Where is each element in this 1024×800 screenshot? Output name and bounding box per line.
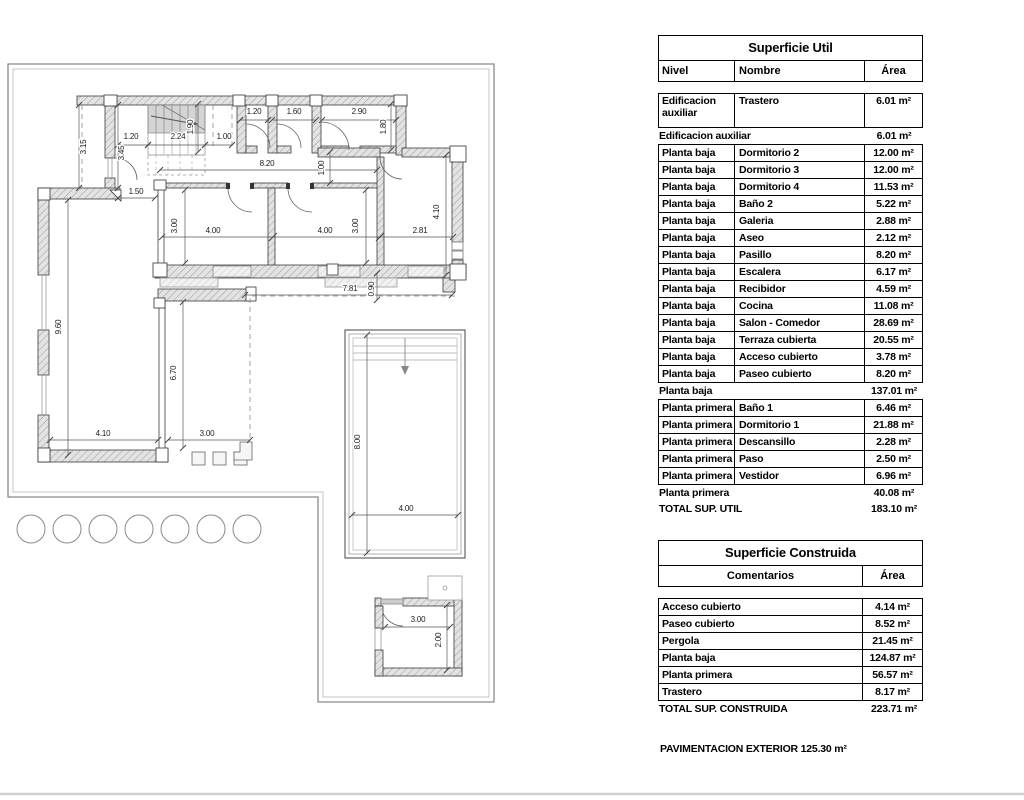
subtotal-label: Planta baja	[659, 385, 713, 397]
table-row	[659, 297, 922, 314]
pavimentacion-note: PAVIMENTACION EXTERIOR 125.30 m²	[660, 743, 847, 755]
table-row	[659, 161, 922, 178]
subtotal-label: Planta primera	[659, 487, 730, 499]
dimension-label: 8.00	[353, 434, 362, 450]
cell-nombre: Dormitorio 4	[734, 179, 864, 195]
construida-table-title: Superficie Construida	[659, 541, 922, 566]
dimension-label: 2.24	[170, 132, 186, 141]
cell-nivel: Planta baja	[662, 164, 716, 176]
table-block	[658, 144, 923, 383]
cell-area: 124.87 m²	[862, 650, 922, 666]
table-row	[659, 212, 922, 229]
dimension-label: 2.00	[434, 632, 443, 648]
superficie-construida-table	[658, 540, 923, 755]
cell-nombre: Escalera	[734, 264, 864, 280]
cell-comentario: Planta baja	[662, 652, 716, 664]
table-row	[659, 365, 922, 382]
cell-nombre: Baño 2	[734, 196, 864, 212]
dimension-label: 7.81	[342, 284, 358, 293]
subtotal-value: 6.01 m²	[876, 130, 912, 142]
cell-nombre: Trastero	[734, 94, 864, 127]
construida-total-value: 223.71 m²	[870, 703, 918, 715]
table-row	[659, 280, 922, 297]
subtotal-value: 40.08 m²	[873, 487, 915, 499]
dimension-label: 1.20	[246, 107, 262, 116]
garden-pavers	[192, 442, 252, 465]
cell-area: 11.53 m²	[864, 179, 922, 195]
cell-comentario: Trastero	[662, 686, 702, 698]
cell-nombre: Dormitorio 3	[734, 162, 864, 178]
dimension-label: 4.00	[205, 226, 221, 235]
cell-nombre: Pasillo	[734, 247, 864, 263]
table-row	[659, 400, 922, 416]
cell-nombre: Dormitorio 2	[734, 145, 864, 161]
dimension-label: 4.10	[432, 204, 441, 220]
cell-nombre: Aseo	[734, 230, 864, 246]
dimension-label: 1.20	[123, 132, 139, 141]
thin-walls	[158, 188, 165, 450]
cell-nivel: Planta primera	[662, 470, 733, 482]
cell-nivel: Planta baja	[662, 232, 716, 244]
table-row	[659, 649, 922, 666]
cell-nivel: Planta baja	[662, 283, 716, 295]
dimension-label: 2.90	[351, 107, 367, 116]
util-total-label: TOTAL SUP. UTIL	[659, 503, 743, 515]
table-row	[659, 178, 922, 195]
dimension-label: 3.00	[410, 615, 426, 624]
cell-area: 6.17 m²	[864, 264, 922, 280]
table-row	[659, 683, 922, 700]
cell-area: 12.00 m²	[864, 145, 922, 161]
equipment-box	[428, 576, 462, 600]
cell-nivel: Planta baja	[662, 368, 716, 380]
cell-nombre: Galeria	[734, 213, 864, 229]
table-row	[659, 195, 922, 212]
cell-nivel: Planta baja	[662, 351, 716, 363]
dimension-label: 3.00	[351, 218, 360, 234]
dimension-label: 4.00	[317, 226, 333, 235]
col-header-area-2: Área	[862, 566, 922, 586]
cell-area: 2.12 m²	[864, 230, 922, 246]
col-header-nombre: Nombre	[734, 61, 864, 81]
swimming-pool	[345, 330, 465, 558]
dimension-label: 2.81	[412, 226, 428, 235]
cell-nombre: Terraza cubierta	[734, 332, 864, 348]
cell-area: 21.88 m²	[864, 417, 922, 433]
cell-nivel: Planta baja	[662, 181, 716, 193]
util-table-body	[658, 93, 923, 501]
dimension-label: 6.70	[169, 365, 178, 381]
util-table-title: Superficie Util	[659, 36, 922, 61]
cell-nombre: Cocina	[734, 298, 864, 314]
cell-area: 6.46 m²	[864, 400, 922, 416]
cell-nombre: Paso	[734, 451, 864, 467]
dimension-label: 3.15	[79, 139, 88, 155]
util-table-head	[658, 35, 923, 82]
cell-nombre: Vestidor	[734, 468, 864, 484]
construida-table-head	[658, 540, 923, 587]
subtotal-value: 137.01 m²	[870, 385, 918, 397]
table-row	[659, 145, 922, 161]
dimension-label: 4.10	[95, 429, 111, 438]
dimension-label: 4.00	[398, 504, 414, 513]
cell-nivel: Planta baja	[662, 300, 716, 312]
table-row	[659, 666, 922, 683]
cell-area: 21.45 m²	[862, 633, 922, 649]
table-row	[659, 433, 922, 450]
cell-comentario: Acceso cubierto	[662, 601, 741, 613]
table-row	[659, 263, 922, 280]
util-total-row	[658, 501, 923, 517]
cell-area: 2.88 m²	[864, 213, 922, 229]
cell-nivel: Edificacion auxiliar	[662, 95, 716, 119]
cell-area: 6.96 m²	[864, 468, 922, 484]
dimension-label: 8.20	[259, 159, 275, 168]
cell-area: 8.52 m²	[862, 616, 922, 632]
dimension-label: 9.60	[54, 319, 63, 335]
table-block	[658, 399, 923, 485]
col-header-area: Área	[864, 61, 922, 81]
dimension-label: 0.90	[367, 281, 376, 297]
cell-nivel: Planta baja	[662, 147, 716, 159]
construida-table-header-row	[659, 566, 922, 586]
trastero-door-leaf	[381, 599, 403, 604]
cell-nivel: Planta baja	[662, 215, 716, 227]
table-row	[659, 467, 922, 484]
dimension-label: 1.50	[128, 187, 144, 196]
table-row	[659, 229, 922, 246]
table-row	[659, 314, 922, 331]
cell-area: 20.55 m²	[864, 332, 922, 348]
dimension-label: 1.80	[379, 119, 388, 135]
cell-comentario: Pergola	[662, 635, 700, 647]
construida-table-body	[658, 598, 923, 701]
dimension-label: 3.00	[170, 218, 179, 234]
cell-nombre: Baño 1	[734, 400, 864, 416]
cell-comentario: Planta primera	[662, 669, 733, 681]
shutter-boxes	[452, 242, 463, 259]
col-header-nivel: Nivel	[662, 65, 689, 77]
construida-total-row	[658, 701, 923, 717]
cell-area: 4.14 m²	[862, 599, 922, 615]
table-row	[659, 348, 922, 365]
cell-nombre: Paseo cubierto	[734, 366, 864, 382]
cell-area: 6.01 m²	[864, 94, 922, 127]
cell-area: 2.28 m²	[864, 434, 922, 450]
cell-area: 2.50 m²	[864, 451, 922, 467]
util-table-header-row	[659, 61, 922, 81]
cell-area: 56.57 m²	[862, 667, 922, 683]
util-total-value: 183.10 m²	[870, 503, 918, 515]
table-row	[659, 632, 922, 649]
table-block	[658, 93, 923, 128]
cell-nombre: Descansillo	[734, 434, 864, 450]
cell-area: 3.78 m²	[864, 349, 922, 365]
cell-area: 11.08 m²	[864, 298, 922, 314]
cell-nivel: Planta primera	[662, 419, 733, 431]
subtotal-row	[658, 383, 923, 399]
table-row	[659, 450, 922, 467]
cell-nivel: Planta baja	[662, 249, 716, 261]
cell-nivel: Planta primera	[662, 402, 733, 414]
cell-area: 5.22 m²	[864, 196, 922, 212]
dimension-label: 3.45	[117, 145, 126, 161]
dimension-label: 1.00	[317, 160, 326, 176]
cell-nivel: Planta baja	[662, 266, 716, 278]
cell-nombre: Salon - Comedor	[734, 315, 864, 331]
cell-area: 4.59 m²	[864, 281, 922, 297]
cell-nombre: Recibidor	[734, 281, 864, 297]
cell-nivel: Planta baja	[662, 198, 716, 210]
subtotal-label: Edificacion auxiliar	[659, 130, 751, 142]
landscaping-circles	[17, 515, 261, 543]
table-row	[659, 246, 922, 263]
dimension-label: 1.00	[216, 132, 232, 141]
cell-area: 28.69 m²	[864, 315, 922, 331]
cell-area: 8.20 m²	[864, 247, 922, 263]
cell-nivel: Planta baja	[662, 334, 716, 346]
col-header-comentarios: Comentarios	[726, 570, 795, 582]
dimension-label: 1.60	[286, 107, 302, 116]
superficie-util-table	[658, 35, 923, 517]
cell-nivel: Planta primera	[662, 453, 733, 465]
cell-area: 12.00 m²	[864, 162, 922, 178]
table-row	[659, 615, 922, 632]
cell-area: 8.20 m²	[864, 366, 922, 382]
table-row	[659, 94, 922, 127]
cell-nombre: Acceso cubierto	[734, 349, 864, 365]
table-row	[659, 599, 922, 615]
subtotal-row	[658, 128, 923, 144]
table-row	[659, 416, 922, 433]
table-row	[659, 331, 922, 348]
cell-nombre: Dormitorio 1	[734, 417, 864, 433]
dimension-label: 3.00	[199, 429, 215, 438]
cell-comentario: Paseo cubierto	[662, 618, 735, 630]
construida-total-label: TOTAL SUP. CONSTRUIDA	[659, 703, 788, 715]
cell-nivel: Planta baja	[662, 317, 716, 329]
subtotal-row	[658, 485, 923, 501]
cell-area: 8.17 m²	[862, 684, 922, 700]
dimension-label: 1.90	[186, 119, 195, 135]
cell-nivel: Planta primera	[662, 436, 733, 448]
trastero-building	[375, 576, 462, 676]
